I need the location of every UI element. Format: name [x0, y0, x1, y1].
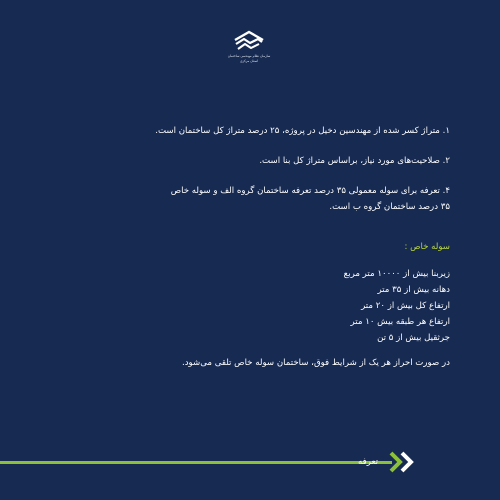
- logo-text-line-1: سازمان نظام مهندسی ساختمان: [227, 54, 271, 58]
- handshake-roof-icon: [232, 30, 266, 54]
- footer-label-tariff: تعرفه: [358, 457, 378, 467]
- criteria-item: ارتفاع کل بیش از ۲۰ متر: [361, 301, 450, 311]
- special-shed-title: سوله خاص :: [404, 242, 450, 252]
- double-chevron-right-icon[interactable]: [388, 450, 418, 474]
- footer-divider: [0, 461, 392, 464]
- paragraph-4-line-2: ۳۵ درصد ساختمان گروه ب است.: [329, 202, 450, 212]
- organization-logo: [226, 30, 272, 76]
- paragraph-1: ۱. متراژ کسر شده از مهندسین دخیل در پروژه، ۲۵ درصد متراژ کل ساختمان است.: [155, 126, 450, 136]
- criteria-item: دهانه بیش از ۳۵ متر: [377, 285, 450, 295]
- criteria-item: زیربنا بیش از ۱۰۰۰۰ متر مربع: [343, 269, 450, 279]
- paragraph-2: ۲. صلاحیت‌های مورد نیاز، براساس متراژ کل بنا است.: [259, 156, 450, 166]
- paragraph-4: [46, 183, 450, 215]
- paragraph-4-line-1: ۴. تعرفه برای سوله معمولی ۳۵ درصد تعرفه ساختمان گروه الف و سوله خاص: [170, 186, 450, 196]
- logo-text-line-2: استان مرکزی: [239, 58, 259, 63]
- criteria-item: جرثقیل بیش از ۵ تن: [377, 333, 450, 343]
- special-shed-criteria-list: [46, 266, 450, 346]
- special-shed-note: در صورت احراز هر یک از شرایط فوق، ساختمان سوله خاص تلقی می‌شود.: [182, 358, 450, 368]
- criteria-item: ارتفاع هر طبقه بیش ۱۰ متر: [350, 317, 450, 327]
